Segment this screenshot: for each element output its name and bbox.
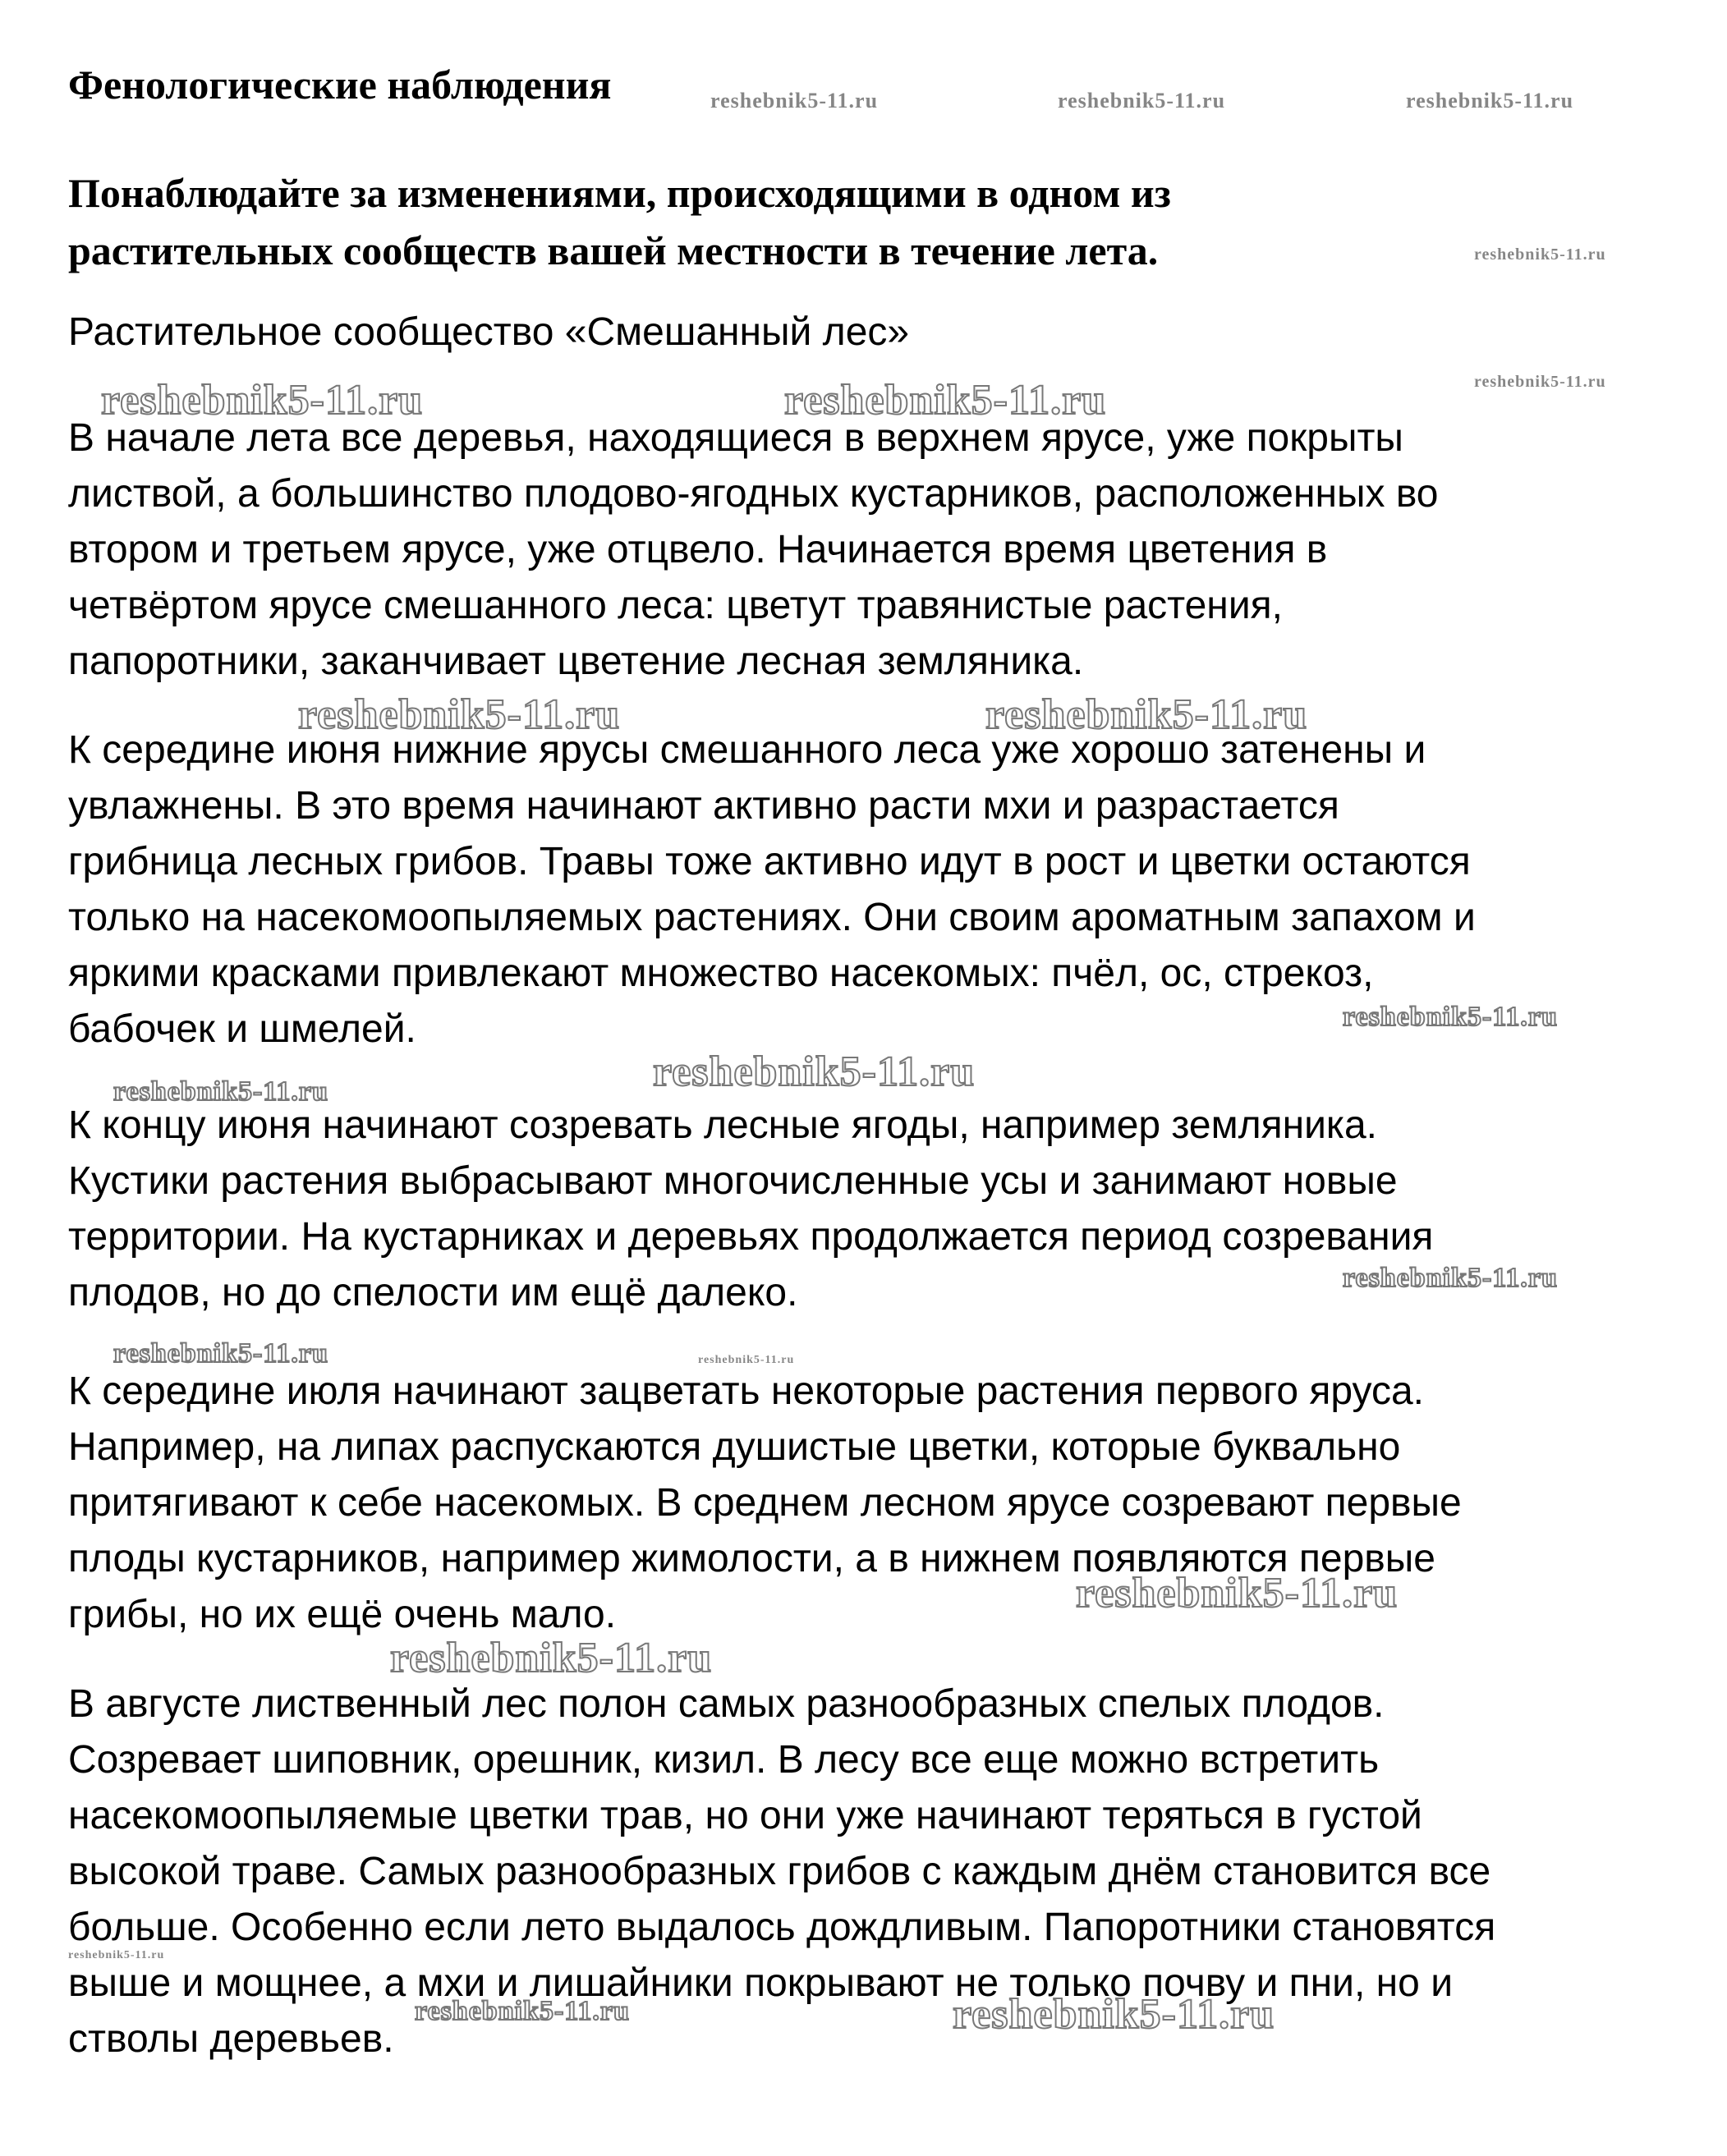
paragraph-line: четвёртом ярусе смешанного леса: цветут травянистые растения,	[68, 584, 1283, 627]
watermark: reshebnik5-11.ru	[415, 1996, 630, 2026]
watermark: reshebnik5-11.ru	[653, 1048, 976, 1095]
watermark: reshebnik5-11.ru	[698, 1354, 795, 1366]
watermark: reshebnik5-11.ru	[1058, 89, 1226, 112]
paragraph-line: насекомоопыляемые цветки трав, но они уже начинают теряться в густой	[68, 1794, 1422, 1837]
paragraph-line: Например, на липах распускаются душистые цветки, которые буквально	[68, 1425, 1401, 1469]
watermark: reshebnik5-11.ru	[298, 691, 621, 738]
watermark: reshebnik5-11.ru	[68, 1949, 165, 1961]
watermark: reshebnik5-11.ru	[1406, 89, 1574, 112]
watermark: reshebnik5-11.ru	[101, 377, 424, 424]
paragraph-line: К середине июня нижние ярусы смешанного леса уже хорошо затенены и	[68, 728, 1426, 772]
paragraph-line: притягивают к себе насекомых. В среднем лесном ярусе созревают первые	[68, 1481, 1462, 1525]
paragraph-line: высокой траве. Самых разнообразных грибов с каждым днём становится все	[68, 1850, 1491, 1893]
watermark: reshebnik5-11.ru	[1343, 1002, 1558, 1032]
task-line: Понаблюдайте за изменениями, происходящими в одном из	[68, 170, 1171, 216]
watermark: reshebnik5-11.ru	[784, 377, 1107, 424]
paragraph-line: плодов, но до спелости им ещё далеко.	[68, 1271, 798, 1314]
paragraph-line: Созревает шиповник, орешник, кизил. В лесу все еще можно встретить	[68, 1738, 1380, 1782]
paragraph-line: стволы деревьев.	[68, 2017, 394, 2061]
task-text	[68, 164, 1481, 279]
paragraph-line: К середине июля начинают зацветать некоторые растения первого яруса.	[68, 1369, 1424, 1413]
paragraph-line: грибы, но их ещё очень мало.	[68, 1593, 617, 1636]
watermark: reshebnik5-11.ru	[390, 1635, 713, 1681]
watermark: reshebnik5-11.ru	[985, 691, 1308, 738]
paragraph-line: выше и мощнее, а мхи и лишайники покрывают не только почву и пни, но и	[68, 1961, 1453, 2005]
watermark: reshebnik5-11.ru	[1474, 245, 1606, 264]
paragraph-early-summer	[68, 411, 1670, 690]
task-line: растительных сообществ вашей местности в течение лета.	[68, 227, 1159, 273]
paragraph-line: больше. Особенно если лето выдалось дождливым. Папоротники становятся	[68, 1906, 1496, 1949]
watermark: reshebnik5-11.ru	[953, 1991, 1275, 2038]
paragraph-line: втором и третьем ярусе, уже отцвело. Начинается время цветения в	[68, 528, 1328, 571]
paragraph-line: К концу июня начинают созревать лесные ягоды, например земляника.	[68, 1103, 1377, 1147]
paragraph-line: территории. На кустарниках и деревьях продолжается период созревания	[68, 1215, 1434, 1259]
watermark: reshebnik5-11.ru	[1343, 1263, 1558, 1293]
paragraph-line: папоротники, заканчивает цветение лесная земляника.	[68, 640, 1084, 683]
paragraph-line: бабочек и шмелей.	[68, 1007, 416, 1051]
paragraph-line: плоды кустарников, например жимолости, а в нижнем появляются первые	[68, 1537, 1435, 1580]
watermark: reshebnik5-11.ru	[113, 1338, 328, 1369]
paragraph-line: листвой, а большинство плодово-ягодных кустарников, расположенных во	[68, 472, 1439, 516]
paragraph-line: В начале лета все деревья, находящиеся в верхнем ярусе, уже покрыты	[68, 416, 1403, 460]
paragraph-line: только на насекомоопыляемых растениях. Они своим ароматным запахом и	[68, 896, 1476, 939]
watermark: reshebnik5-11.ru	[113, 1076, 328, 1107]
watermark: reshebnik5-11.ru	[710, 89, 879, 112]
community-subtitle: Растительное сообщество «Смешанный лес»	[68, 310, 910, 354]
paragraph-line: яркими красками привлекают множество насекомых: пчёл, ос, стрекоз,	[68, 952, 1374, 995]
paragraph-mid-july	[68, 1364, 1670, 1643]
page-title: Фенологические наблюдения	[68, 62, 612, 108]
paragraph-line: В августе лиственный лес полон самых разнообразных спелых плодов.	[68, 1682, 1385, 1726]
paragraph-line: грибница лесных грибов. Травы тоже активно идут в рост и цветки остаются	[68, 840, 1471, 883]
watermark: reshebnik5-11.ru	[1474, 373, 1606, 391]
paragraph-line: увлажнены. В это время начинают активно расти мхи и разрастается	[68, 784, 1339, 828]
paragraph-august	[68, 1677, 1670, 2067]
watermark: reshebnik5-11.ru	[1076, 1570, 1399, 1617]
paragraph-line: Кустики растения выбрасывают многочисленные усы и занимают новые	[68, 1159, 1398, 1203]
